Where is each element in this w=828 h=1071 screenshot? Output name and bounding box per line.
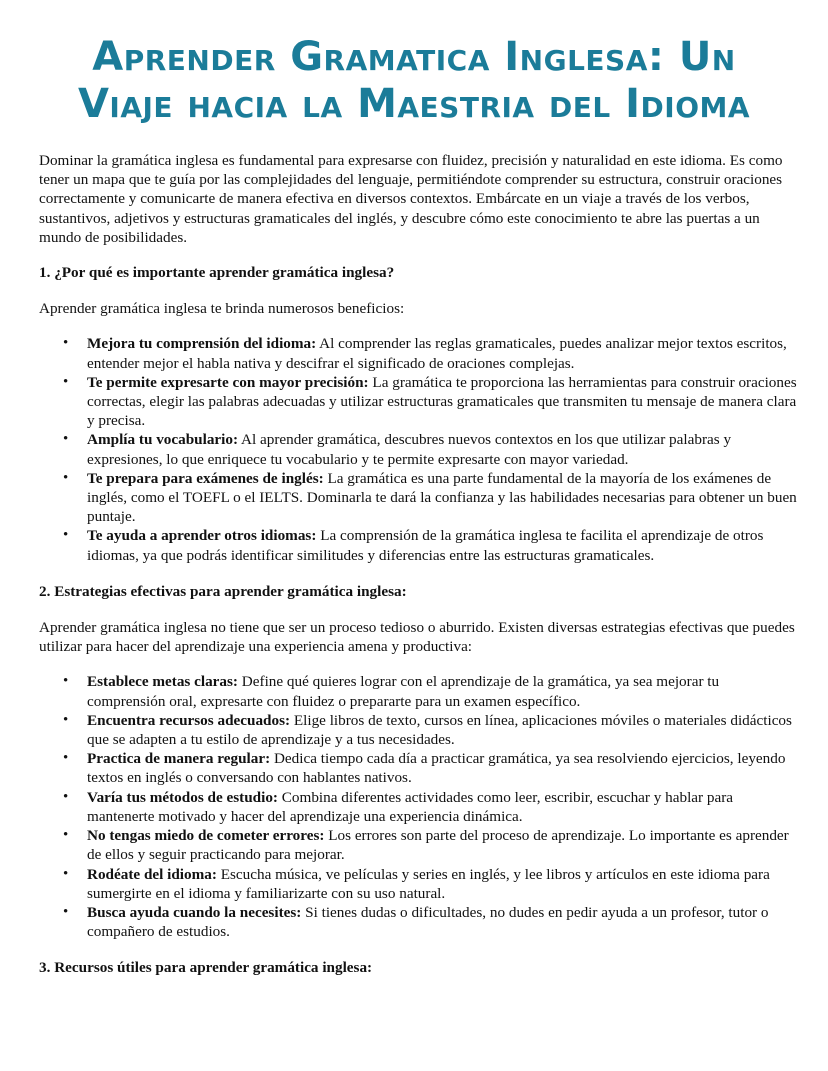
item-term: Practica de manera regular: xyxy=(87,750,271,768)
section-2-lead: Aprender gramática inglesa no tiene que ser un proceso tedioso o aburrido. Existen diversas estrategias efectivas que puedes utilizar para hacer del aprendizaje una experiencia amena y productiva: xyxy=(39,619,795,656)
list-item xyxy=(63,749,799,787)
strategies-list xyxy=(39,672,799,941)
item-term: Amplía tu vocabulario: xyxy=(87,431,239,449)
item-text: Dedica tiempo cada día a practicar gramática, ya sea resolviendo ejercicios, leyendo textos en inglés o conversando con hablantes nativos. xyxy=(87,750,786,787)
item-term: Rodéate del idioma: xyxy=(87,865,217,883)
list-item xyxy=(63,865,799,903)
bullet-icon: • xyxy=(63,527,69,544)
document-title: Aprender Gramatica Inglesa: Un Viaje hacia la Maestria del Idioma xyxy=(77,34,751,127)
list-item xyxy=(63,469,799,527)
item-text: La comprensión de la gramática inglesa te facilita el aprendizaje de otros idiomas, ya que podrás identificar similitudes y diferencias entre las estructuras gramaticales. xyxy=(87,527,764,564)
benefits-list xyxy=(39,334,799,564)
list-item xyxy=(63,903,799,941)
item-term: Busca ayuda cuando la necesites: xyxy=(87,903,302,921)
item-text: Los errores son parte del proceso de aprendizaje. Lo importante es aprender de ellos y seguir practicando para mejorar. xyxy=(87,827,789,864)
item-term: Encuentra recursos adecuados: xyxy=(87,711,291,729)
bullet-icon: • xyxy=(63,335,69,352)
item-text: Combina diferentes actividades como leer, escribir, escuchar y hablar para mantenerte motivado y hacer del aprendizaje una experiencia dinámica. xyxy=(87,788,734,825)
bullet-icon: • xyxy=(63,750,69,767)
item-term: Te permite expresarte con mayor precisión: xyxy=(87,373,369,391)
bullet-icon: • xyxy=(63,903,69,920)
item-text: La gramática te proporciona las herramientas para construir oraciones correctas, elegir las palabras adecuadas y utilizar estructuras gramaticales que transmiten tu mensaje de manera clara y precisa. xyxy=(87,373,797,430)
item-term: No tengas miedo de cometer errores: xyxy=(87,827,325,845)
section-3-heading: 3. Recursos útiles para aprender gramática inglesa: xyxy=(39,959,373,977)
item-text: Escucha música, ve películas y series en inglés, y lee libros y artículos en este idioma para sumergirte en el idioma y familiarizarte con su uso natural. xyxy=(87,865,770,902)
item-text: Al comprender las reglas gramaticales, puedes analizar mejor textos escritos, entender mejor el habla nativa y descifrar el significado de oraciones complejas. xyxy=(87,335,787,372)
document-body xyxy=(39,151,799,995)
list-item xyxy=(63,788,799,826)
list-item xyxy=(63,826,799,864)
item-text: Al aprender gramática, descubres nuevos contextos en los que utilizar palabras y expresiones, lo que enriquece tu vocabulario y te permite expresarte con mayor variedad. xyxy=(87,431,732,468)
bullet-icon: • xyxy=(63,788,69,805)
item-text: Si tienes dudas o dificultades, no dudes en pedir ayuda a un profesor, tutor o compañero de estudios. xyxy=(87,903,769,941)
bullet-icon: • xyxy=(63,673,69,690)
bullet-icon: • xyxy=(63,711,69,728)
list-item xyxy=(63,672,799,710)
item-text: Elige libros de texto, cursos en línea, aplicaciones móviles o materiales didácticos que se adapten a tu estilo de aprendizaje y a tus necesidades. xyxy=(87,711,792,749)
section-1-lead: Aprender gramática inglesa te brinda numerosos beneficios: xyxy=(39,300,405,318)
section-2-heading: 2. Estrategias efectivas para aprender gramática inglesa: xyxy=(39,582,407,600)
list-item xyxy=(63,373,799,431)
list-item xyxy=(63,711,799,749)
list-item xyxy=(63,430,799,468)
bullet-icon: • xyxy=(63,373,69,390)
item-text: Define qué quieres lograr con el aprendizaje de la gramática, ya sea mejorar tu comprensión oral, expresarte con fluidez o prepararte para un examen específico. xyxy=(87,673,720,710)
list-item xyxy=(63,526,799,564)
bullet-icon: • xyxy=(63,827,69,844)
item-term: Varía tus métodos de estudio: xyxy=(87,788,278,806)
item-term: Mejora tu comprensión del idioma: xyxy=(87,335,317,353)
list-item xyxy=(63,334,799,372)
section-1-heading: 1. ¿Por qué es importante aprender gramática inglesa? xyxy=(39,264,395,282)
bullet-icon: • xyxy=(63,431,69,448)
intro-paragraph: Dominar la gramática inglesa es fundamental para expresarse con fluidez, precisión y naturalidad en este idioma. Es como tener un mapa que te guía por las complejidades del lenguaje, permitiéndote comprender su estructura, construir oraciones correctamente y comunicarte de manera efectiva en diversos contextos. Embárcate en un viaje a través de los verbos, sustantivos, adjetivos y estructuras gramaticales del inglés, y descubre cómo este conocimiento te abre las puertas a un mundo de posibilidades. xyxy=(39,152,783,246)
bullet-icon: • xyxy=(63,865,69,882)
item-term: Establece metas claras: xyxy=(87,673,238,691)
item-term: Te prepara para exámenes de inglés: xyxy=(87,469,324,487)
item-text: La gramática es una parte fundamental de la mayoría de los exámenes de inglés, como el TOEFL o el IELTS. Dominarla te dará la confianza y las habilidades necesarias para obtener un buen puntaje. xyxy=(87,469,797,526)
item-term: Te ayuda a aprender otros idiomas: xyxy=(87,527,317,545)
bullet-icon: • xyxy=(63,469,69,486)
